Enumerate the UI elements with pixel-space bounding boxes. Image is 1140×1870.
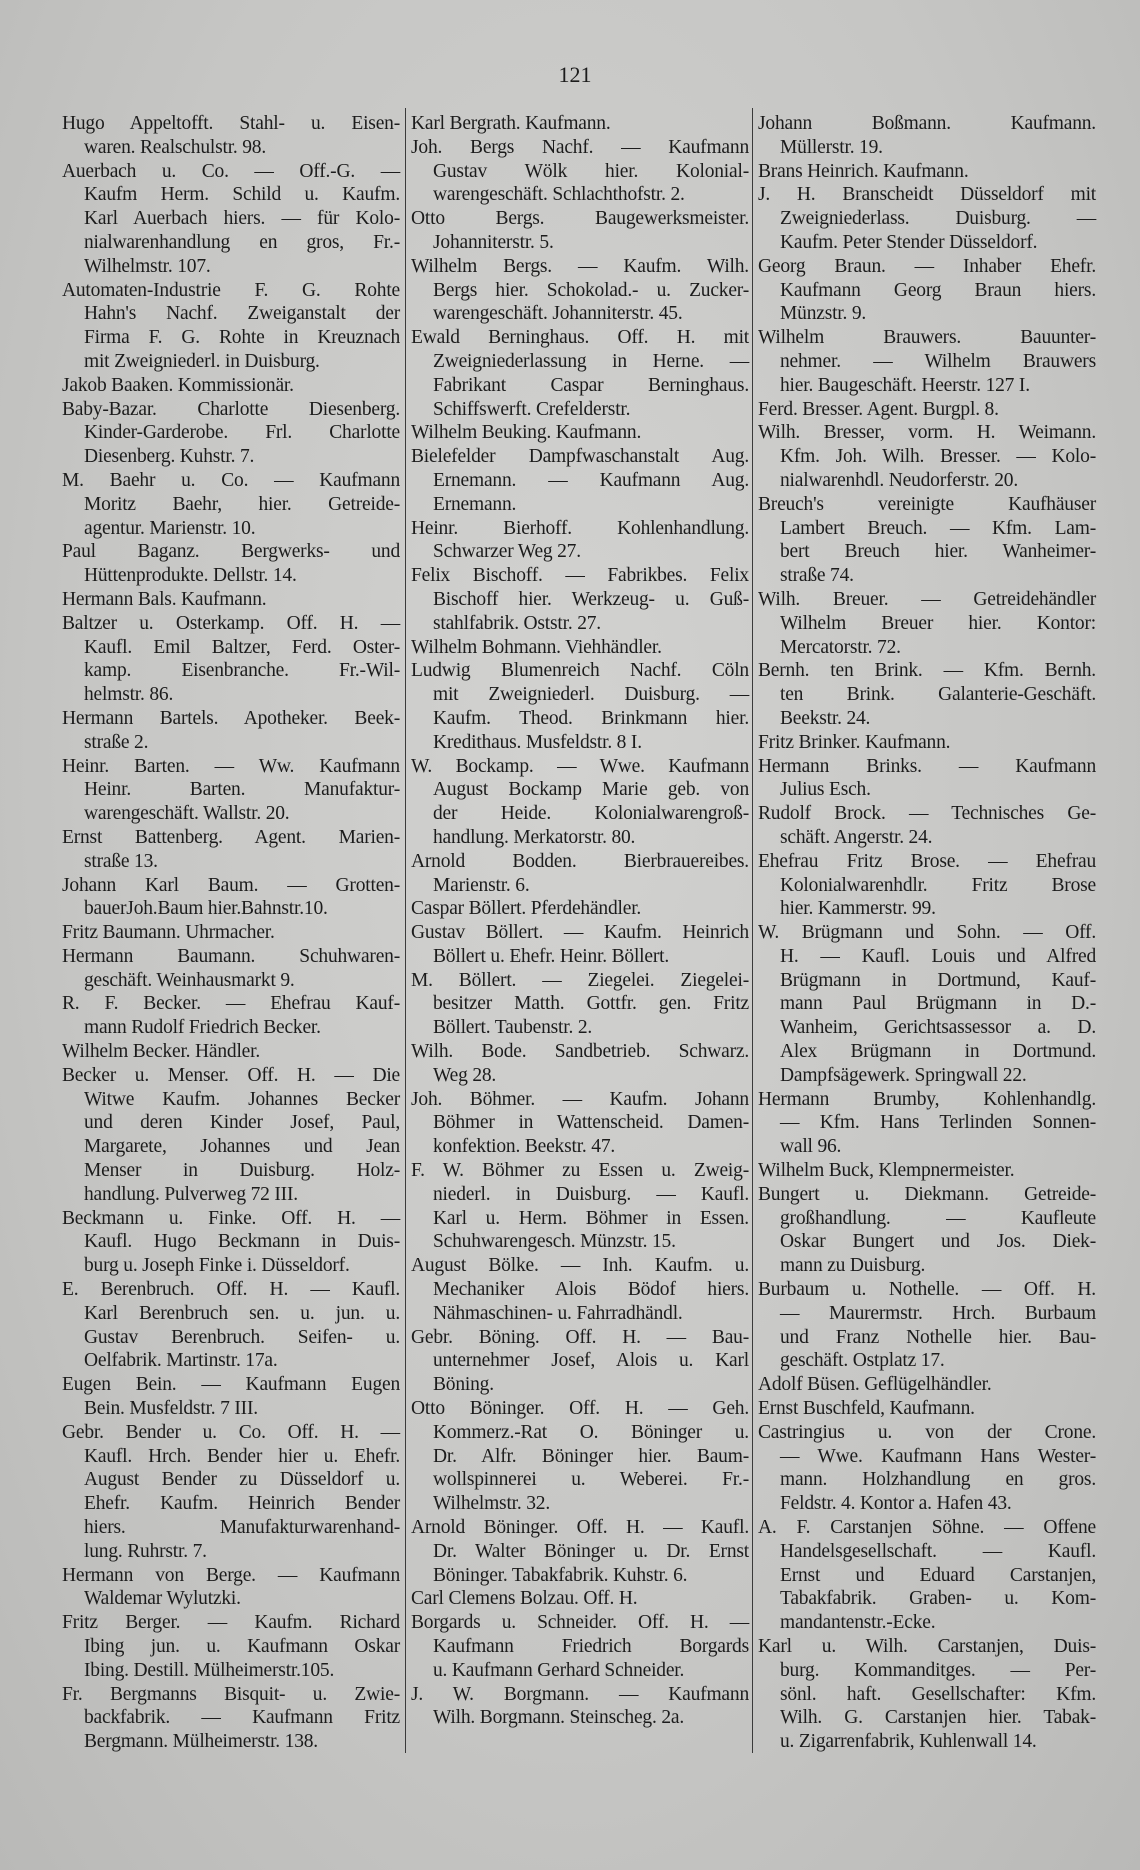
entry-continuation-line: — Kfm. Hans Terlinden Sonnen- bbox=[780, 1112, 1096, 1134]
entry-continuation-line: u. Zigarrenfabrik, Kuhlenwall 14. bbox=[780, 1731, 1037, 1753]
directory-entry bbox=[411, 421, 749, 445]
entry-continuation-line: handlung. Pulverweg 72 III. bbox=[84, 1183, 298, 1205]
directory-entry bbox=[411, 897, 749, 921]
page-number: 121 bbox=[558, 62, 592, 87]
entry-continuation-line: und deren Kinder Josef, Paul, bbox=[84, 1112, 400, 1134]
entry-first-line: Gebr. Bender u. Co. Off. H. — bbox=[62, 1421, 400, 1443]
entry-first-line: Fritz Brinker. Kaufmann. bbox=[758, 731, 951, 753]
entry-first-line: August Bölke. — Inh. Kaufm. u. bbox=[411, 1255, 749, 1277]
entry-first-line: Burbaum u. Nothelle. — Off. H. bbox=[758, 1279, 1096, 1301]
directory-entry bbox=[62, 992, 400, 1040]
entry-first-line: Fr. Bergmanns Bisquit- u. Zwie- bbox=[62, 1683, 400, 1705]
entry-first-line: J. H. Branscheidt Düsseldorf mit bbox=[758, 184, 1096, 206]
entry-first-line: Georg Braun. — Inhaber Ehefr. bbox=[758, 255, 1096, 277]
entry-first-line: Wilh. Breuer. — Getreidehändler bbox=[758, 588, 1096, 610]
entry-continuation-line: Karl Auerbach hiers. — für Kolo- bbox=[84, 208, 400, 230]
directory-entry bbox=[758, 112, 1096, 160]
directory-entry bbox=[411, 1326, 749, 1397]
entry-continuation-line: Kaufl. Emil Baltzer, Ferd. Oster- bbox=[84, 636, 400, 658]
entry-continuation-line: warengeschäft. Johanniterstr. 45. bbox=[433, 303, 683, 325]
entry-continuation-line: Schuhwarengesch. Münzstr. 15. bbox=[433, 1231, 676, 1253]
directory-entry bbox=[411, 1683, 749, 1731]
directory-entry bbox=[62, 1564, 400, 1612]
entry-continuation-line: Kredithaus. Musfeldstr. 8 I. bbox=[433, 731, 642, 753]
entry-continuation-line: Oskar Bungert und Jos. Diek- bbox=[780, 1231, 1096, 1253]
directory-entry bbox=[758, 1088, 1096, 1159]
directory-entry bbox=[62, 826, 400, 874]
entry-continuation-line: Kolonialwarenhdlr. Fritz Brose bbox=[780, 874, 1096, 896]
entry-continuation-line: Bergmann. Mülheimerstr. 138. bbox=[84, 1731, 318, 1753]
entry-continuation-line: mit Zweigniederl. in Duisburg. bbox=[84, 350, 320, 372]
entry-first-line: Wilhelm Brauwers. Bauunter- bbox=[758, 327, 1096, 349]
entry-continuation-line: straße 74. bbox=[780, 565, 854, 587]
entry-continuation-line: u. Kaufmann Gerhard Schneider. bbox=[433, 1659, 685, 1681]
entry-first-line: Adolf Büsen. Geflügelhändler. bbox=[758, 1374, 992, 1396]
directory-entry bbox=[411, 1088, 749, 1159]
entry-continuation-line: mann zu Duisburg. bbox=[780, 1255, 926, 1277]
entry-continuation-line: warengeschäft. Wallstr. 20. bbox=[84, 803, 290, 825]
directory-entry bbox=[62, 1421, 400, 1564]
entry-continuation-line: Ernst und Eduard Carstanjen, bbox=[780, 1564, 1096, 1586]
entry-continuation-line: nialwarenhandlung en gros, Fr.- bbox=[84, 231, 400, 253]
entry-continuation-line: Julius Esch. bbox=[780, 779, 871, 801]
entry-continuation-line: Hüttenprodukte. Dellstr. 14. bbox=[84, 565, 297, 587]
entry-continuation-line: mann Paul Brügmann in D.- bbox=[780, 993, 1096, 1015]
directory-entry bbox=[411, 445, 749, 516]
entry-continuation-line: Böhmer in Wattenscheid. Damen- bbox=[433, 1112, 749, 1134]
entry-continuation-line: Kaufm. Peter Stender Düsseldorf. bbox=[780, 231, 1038, 253]
directory-entry bbox=[62, 1064, 400, 1207]
entry-continuation-line: Kaufl. Hugo Beckmann in Duis- bbox=[84, 1231, 400, 1253]
entry-first-line: Baltzer u. Osterkamp. Off. H. — bbox=[62, 612, 400, 634]
entry-continuation-line: Handelsgesellschaft. — Kaufl. bbox=[780, 1540, 1096, 1562]
entry-first-line: J. W. Borgmann. — Kaufmann bbox=[411, 1683, 749, 1705]
directory-entry bbox=[758, 255, 1096, 326]
directory-entry bbox=[758, 755, 1096, 803]
directory-entry bbox=[62, 1683, 400, 1754]
entry-continuation-line: mit Zweigniederl. Duisburg. — bbox=[433, 684, 749, 706]
entry-first-line: Rudolf Brock. — Technisches Ge- bbox=[758, 803, 1096, 825]
directory-entry bbox=[758, 850, 1096, 921]
entry-continuation-line: sönl. haft. Gesellschafter: Kfm. bbox=[780, 1683, 1096, 1705]
entry-first-line: R. F. Becker. — Ehefrau Kauf- bbox=[62, 993, 400, 1015]
directory-entry bbox=[411, 326, 749, 421]
entry-first-line: Ferd. Bresser. Agent. Burgpl. 8. bbox=[758, 398, 999, 420]
entry-first-line: Joh. Böhmer. — Kaufm. Johann bbox=[411, 1088, 749, 1110]
directory-entry bbox=[62, 540, 400, 588]
entry-continuation-line: Nähmaschinen- u. Fahrradhändl. bbox=[433, 1302, 683, 1324]
entry-continuation-line: mann Rudolf Friedrich Becker. bbox=[84, 1017, 321, 1039]
entry-continuation-line: H. — Kaufl. Louis und Alfred bbox=[780, 945, 1096, 967]
entry-continuation-line: Weg 28. bbox=[433, 1064, 497, 1086]
directory-entry bbox=[411, 1254, 749, 1325]
entry-continuation-line: der Heide. Kolonialwarengroß- bbox=[433, 803, 749, 825]
entry-continuation-line: Wilh. G. Carstanjen hier. Tabak- bbox=[780, 1707, 1096, 1729]
entry-continuation-line: bert Breuch hier. Wanheimer- bbox=[780, 541, 1096, 563]
entry-continuation-line: wall 96. bbox=[780, 1136, 842, 1158]
directory-entry bbox=[62, 279, 400, 374]
entry-first-line: Baby-Bazar. Charlotte Diesenberg. bbox=[62, 398, 400, 420]
entry-first-line: Wilhelm Beuking. Kaufmann. bbox=[411, 422, 642, 444]
entry-continuation-line: Oelfabrik. Martinstr. 17a. bbox=[84, 1350, 278, 1372]
entry-continuation-line: bauerJoh.Baum hier.Bahnstr.10. bbox=[84, 898, 328, 920]
directory-entry bbox=[411, 1611, 749, 1682]
entry-continuation-line: Heinr. Barten. Manufaktur- bbox=[84, 779, 400, 801]
entry-continuation-line: Böning. bbox=[433, 1374, 494, 1396]
column-1 bbox=[62, 112, 400, 1754]
entry-continuation-line: Kaufmann Friedrich Borgards bbox=[433, 1636, 749, 1657]
entry-continuation-line: August Bender zu Düsseldorf u. bbox=[84, 1469, 400, 1491]
entry-first-line: Hermann von Berge. — Kaufmann bbox=[62, 1564, 400, 1586]
entry-first-line: Wilh. Bresser, vorm. H. Weimann. bbox=[758, 422, 1096, 444]
entry-first-line: Paul Baganz. Bergwerks- und bbox=[62, 541, 400, 563]
entry-first-line: Automaten-Industrie F. G. Rohte bbox=[62, 279, 400, 301]
directory-entry bbox=[62, 398, 400, 469]
directory-entry bbox=[411, 517, 749, 565]
entry-first-line: Ludwig Blumenreich Nachf. Cöln bbox=[411, 660, 749, 682]
entry-first-line: Castringius u. von der Crone. bbox=[758, 1421, 1096, 1443]
directory-entry bbox=[758, 659, 1096, 730]
directory-entry bbox=[62, 1373, 400, 1421]
entry-continuation-line: Gustav Berenbruch. Seifen- u. bbox=[84, 1326, 400, 1348]
entry-continuation-line: Dampfsägewerk. Springwall 22. bbox=[780, 1064, 1027, 1086]
entry-continuation-line: Feldstr. 4. Kontor a. Hafen 43. bbox=[780, 1493, 1012, 1515]
entry-first-line: Hermann Baumann. Schuhwaren- bbox=[62, 945, 400, 967]
entry-continuation-line: waren. Realschulstr. 98. bbox=[84, 136, 267, 158]
directory-entry bbox=[758, 1421, 1096, 1516]
entry-continuation-line: Müllerstr. 19. bbox=[780, 136, 883, 158]
entry-continuation-line: Wilhelmstr. 107. bbox=[84, 255, 211, 277]
entry-continuation-line: Witwe Kaufm. Johannes Becker bbox=[84, 1088, 400, 1110]
directory-entry bbox=[62, 1040, 400, 1064]
entry-first-line: Felix Bischoff. — Fabrikbes. Felix bbox=[411, 565, 749, 587]
entry-continuation-line: straße 2. bbox=[84, 731, 149, 753]
directory-entry bbox=[62, 755, 400, 826]
entry-continuation-line: stahlfabrik. Oststr. 27. bbox=[433, 612, 601, 634]
directory-entry bbox=[411, 564, 749, 635]
directory-entry bbox=[411, 1587, 749, 1611]
entry-continuation-line: niederl. in Duisburg. — Kaufl. bbox=[433, 1183, 749, 1205]
entry-continuation-line: — Wwe. Kaufmann Hans Wester- bbox=[780, 1445, 1096, 1467]
entry-continuation-line: burg. Kommanditges. — Per- bbox=[780, 1659, 1096, 1681]
entry-first-line: Becker u. Menser. Off. H. — Die bbox=[62, 1064, 400, 1086]
entry-first-line: Wilhelm Buck, Klempnermeister. bbox=[758, 1160, 1015, 1182]
entry-continuation-line: Schiffswerft. Crefelderstr. bbox=[433, 398, 631, 420]
entry-continuation-line: Böllert u. Ehefr. Heinr. Böllert. bbox=[433, 945, 670, 967]
entry-first-line: Arnold Böninger. Off. H. — Kaufl. bbox=[411, 1517, 749, 1539]
directory-entry bbox=[62, 612, 400, 707]
entry-continuation-line: ten Brink. Galanterie-Geschäft. bbox=[780, 684, 1096, 706]
entry-continuation-line: Kfm. Joh. Wilh. Bresser. — Kolo- bbox=[780, 446, 1096, 468]
entry-first-line: Arnold Bodden. Bierbrauereibes. bbox=[411, 850, 749, 872]
directory-entry bbox=[758, 1159, 1096, 1183]
entry-continuation-line: wollspinnerei u. Weberei. Fr.- bbox=[433, 1469, 749, 1491]
directory-entry bbox=[62, 588, 400, 612]
entry-first-line: Heinr. Bierhoff. Kohlenhandlung. bbox=[411, 517, 749, 539]
entry-continuation-line: Hahn's Nachf. Zweiganstalt der bbox=[84, 303, 400, 325]
directory-entry bbox=[758, 1516, 1096, 1635]
directory-entry bbox=[411, 659, 749, 754]
entry-first-line: F. W. Böhmer zu Essen u. Zweig- bbox=[411, 1160, 749, 1182]
directory-entry bbox=[62, 112, 400, 160]
entry-continuation-line: nialwarenhdl. Neudorferstr. 20. bbox=[780, 469, 1019, 491]
entry-continuation-line: hiers. Manufakturwarenhand- bbox=[84, 1517, 400, 1539]
entry-first-line: Karl Bergrath. Kaufmann. bbox=[411, 113, 611, 134]
entry-continuation-line: Kaufl. Hrch. Bender hier u. Ehefr. bbox=[84, 1445, 400, 1467]
entry-first-line: Ewald Berninghaus. Off. H. mit bbox=[411, 327, 749, 349]
entry-first-line: Auerbach u. Co. — Off.-G. — bbox=[62, 160, 400, 182]
entry-first-line: Ernst Battenberg. Agent. Marien- bbox=[62, 826, 400, 848]
entry-continuation-line: Ehefr. Kaufm. Heinrich Bender bbox=[84, 1493, 400, 1515]
directory-entry bbox=[62, 1207, 400, 1278]
directory-entry bbox=[758, 1183, 1096, 1278]
entry-continuation-line: Mechaniker Alois Bödof hiers. bbox=[433, 1279, 749, 1301]
entry-continuation-line: unternehmer Josef, Alois u. Karl bbox=[433, 1350, 749, 1372]
column-3 bbox=[758, 112, 1096, 1754]
entry-continuation-line: besitzer Matth. Gottfr. gen. Fritz bbox=[433, 993, 749, 1015]
entry-first-line: Gebr. Böning. Off. H. — Bau- bbox=[411, 1326, 749, 1348]
entry-first-line: Otto Bergs. Baugewerksmeister. bbox=[411, 208, 749, 230]
entry-continuation-line: Brügmann in Dortmund, Kauf- bbox=[780, 969, 1096, 991]
entry-continuation-line: Wilhelmstr. 32. bbox=[433, 1493, 550, 1515]
entry-continuation-line: helmstr. 86. bbox=[84, 684, 174, 706]
entry-first-line: Wilhelm Bergs. — Kaufm. Wilh. bbox=[411, 255, 749, 277]
entry-continuation-line: Firma F. G. Rohte in Kreuznach bbox=[84, 327, 400, 349]
entry-continuation-line: Fabrikant Caspar Berninghaus. bbox=[433, 374, 749, 396]
entry-continuation-line: warengeschäft. Schlachthofstr. 2. bbox=[433, 184, 685, 206]
directory-entry bbox=[411, 136, 749, 207]
entry-first-line: Fritz Berger. — Kaufm. Richard bbox=[62, 1612, 400, 1634]
entry-continuation-line: Kommerz.-Rat O. Böninger u. bbox=[433, 1421, 749, 1443]
directory-entry bbox=[62, 874, 400, 922]
directory-entry bbox=[758, 326, 1096, 397]
directory-entry bbox=[758, 802, 1096, 850]
entry-continuation-line: lung. Ruhrstr. 7. bbox=[84, 1540, 207, 1562]
entry-continuation-line: Bein. Musfeldstr. 7 III. bbox=[84, 1398, 258, 1420]
entry-first-line: E. Berenbruch. Off. H. — Kaufl. bbox=[62, 1279, 400, 1301]
entry-continuation-line: Bischoff hier. Werkzeug- u. Guß- bbox=[433, 588, 749, 610]
directory-entry bbox=[411, 1040, 749, 1088]
entry-continuation-line: Diesenberg. Kuhstr. 7. bbox=[84, 446, 255, 468]
entry-first-line: Karl u. Wilh. Carstanjen, Duis- bbox=[758, 1636, 1096, 1657]
entry-first-line: A. F. Carstanjen Söhne. — Offene bbox=[758, 1517, 1096, 1539]
entry-first-line: Hermann Bartels. Apotheker. Beek- bbox=[62, 707, 400, 729]
directory-entry bbox=[62, 1278, 400, 1373]
directory-entry bbox=[62, 160, 400, 279]
entry-first-line: Fritz Baumann. Uhrmacher. bbox=[62, 922, 275, 944]
directory-entry bbox=[411, 921, 749, 969]
entry-continuation-line: Mercatorstr. 72. bbox=[780, 636, 901, 658]
entry-continuation-line: Bergs hier. Schokolad.- u. Zucker- bbox=[433, 279, 749, 301]
entry-continuation-line: August Bockamp Marie geb. von bbox=[433, 779, 749, 801]
directory-entry bbox=[758, 588, 1096, 659]
entry-continuation-line: Kinder-Garderobe. Frl. Charlotte bbox=[84, 422, 400, 444]
entry-first-line: M. Baehr u. Co. — Kaufmann bbox=[62, 469, 400, 491]
directory-entry bbox=[62, 1611, 400, 1682]
entry-continuation-line: Kaufm. Theod. Brinkmann hier. bbox=[433, 707, 749, 729]
entry-first-line: Breuch's vereinigte Kaufhäuser bbox=[758, 493, 1096, 515]
entry-first-line: Joh. Bergs Nachf. — Kaufmann bbox=[411, 136, 749, 158]
directory-entry bbox=[758, 160, 1096, 184]
entry-continuation-line: Moritz Baehr, hier. Getreide- bbox=[84, 493, 400, 515]
entry-continuation-line: Waldemar Wylutzki. bbox=[84, 1588, 241, 1610]
directory-entry bbox=[758, 493, 1096, 588]
entry-continuation-line: Menser in Duisburg. Holz- bbox=[84, 1160, 400, 1182]
entry-first-line: Borgards u. Schneider. Off. H. — bbox=[411, 1612, 749, 1634]
entry-first-line: Wilhelm Becker. Händler. bbox=[62, 1041, 261, 1063]
directory-entry bbox=[62, 707, 400, 755]
entry-continuation-line: Beekstr. 24. bbox=[780, 707, 871, 729]
entry-continuation-line: Wilh. Borgmann. Steinscheg. 2a. bbox=[433, 1707, 684, 1729]
entry-first-line: Hermann Bals. Kaufmann. bbox=[62, 588, 267, 610]
directory-entry bbox=[62, 469, 400, 540]
entry-continuation-line: Gustav Wölk hier. Kolonial- bbox=[433, 160, 749, 182]
entry-continuation-line: Zweigniederlass. Duisburg. — bbox=[780, 208, 1096, 230]
entry-first-line: Bielefelder Dampfwaschanstalt Aug. bbox=[411, 446, 749, 468]
entry-continuation-line: burg u. Joseph Finke i. Düsseldorf. bbox=[84, 1255, 350, 1277]
entry-continuation-line: mandantenstr.-Ecke. bbox=[780, 1612, 936, 1634]
directory-entry bbox=[62, 374, 400, 398]
entry-continuation-line: Ibing. Destill. Mülheimerstr.105. bbox=[84, 1659, 335, 1681]
directory-entry bbox=[411, 112, 749, 136]
entry-continuation-line: backfabrik. — Kaufmann Fritz bbox=[84, 1707, 400, 1729]
entry-first-line: Ernst Buschfeld, Kaufmann. bbox=[758, 1398, 975, 1420]
entry-continuation-line: Wanheim, Gerichtsassessor a. D. bbox=[780, 1017, 1096, 1039]
directory-entry bbox=[411, 207, 749, 255]
directory-entry bbox=[758, 1635, 1096, 1754]
entry-first-line: Ehefrau Fritz Brose. — Ehefrau bbox=[758, 850, 1096, 872]
directory-entry bbox=[758, 1278, 1096, 1373]
entry-continuation-line: Alex Brügmann in Dortmund. bbox=[780, 1041, 1096, 1063]
entry-first-line: Brans Heinrich. Kaufmann. bbox=[758, 160, 969, 182]
entry-continuation-line: Johanniterstr. 5. bbox=[433, 231, 554, 253]
entry-continuation-line: nehmer. — Wilhelm Brauwers bbox=[780, 350, 1096, 372]
directory-entry bbox=[62, 945, 400, 993]
entry-first-line: M. Böllert. — Ziegelei. Ziegelei- bbox=[411, 969, 749, 991]
entry-continuation-line: Karl Berenbruch sen. u. jun. u. bbox=[84, 1302, 400, 1324]
entry-first-line: Hermann Brinks. — Kaufmann bbox=[758, 755, 1096, 777]
directory-entry bbox=[758, 183, 1096, 254]
directory-entry bbox=[411, 636, 749, 660]
entry-continuation-line: agentur. Marienstr. 10. bbox=[84, 517, 256, 539]
entry-first-line: Eugen Bein. — Kaufmann Eugen bbox=[62, 1374, 400, 1396]
entry-continuation-line: schäft. Angerstr. 24. bbox=[780, 826, 933, 848]
entry-first-line: Hugo Appeltofft. Stahl- u. Eisen- bbox=[62, 113, 400, 134]
entry-first-line: Gustav Böllert. — Kaufm. Heinrich bbox=[411, 922, 749, 944]
entry-first-line: Wilhelm Bohmann. Viehhändler. bbox=[411, 636, 662, 658]
directory-entry bbox=[758, 1373, 1096, 1397]
column-divider bbox=[405, 108, 406, 1753]
entry-first-line: Johann Karl Baum. — Grotten- bbox=[62, 874, 400, 896]
entry-first-line: Heinr. Barten. — Ww. Kaufmann bbox=[62, 755, 400, 777]
entry-continuation-line: — Maurermstr. Hrch. Burbaum bbox=[780, 1302, 1096, 1324]
entry-continuation-line: hier. Baugeschäft. Heerstr. 127 I. bbox=[780, 374, 1030, 396]
directory-entry bbox=[411, 255, 749, 326]
directory-entry bbox=[758, 921, 1096, 1088]
entry-continuation-line: straße 13. bbox=[84, 850, 158, 872]
entry-continuation-line: konfektion. Beekstr. 47. bbox=[433, 1136, 616, 1158]
entry-continuation-line: Dr. Alfr. Böninger hier. Baum- bbox=[433, 1445, 749, 1467]
entry-continuation-line: Schwarzer Weg 27. bbox=[433, 541, 581, 563]
entry-continuation-line: Böllert. Taubenstr. 2. bbox=[433, 1017, 593, 1039]
directory-entry bbox=[411, 1516, 749, 1587]
entry-continuation-line: Böninger. Tabakfabrik. Kuhstr. 6. bbox=[433, 1564, 688, 1586]
entry-first-line: Hermann Brumby, Kohlenhandlg. bbox=[758, 1088, 1096, 1110]
directory-entry bbox=[758, 398, 1096, 422]
entry-continuation-line: und Franz Nothelle hier. Bau- bbox=[780, 1326, 1096, 1348]
entry-first-line: Wilh. Bode. Sandbetrieb. Schwarz. bbox=[411, 1041, 749, 1063]
entry-continuation-line: Lambert Breuch. — Kfm. Lam- bbox=[780, 517, 1096, 539]
directory-entry bbox=[62, 921, 400, 945]
entry-continuation-line: Ernemann. — Kaufmann Aug. bbox=[433, 469, 749, 491]
entry-first-line: Johann Boßmann. Kaufmann. bbox=[758, 113, 1096, 134]
directory-entry bbox=[411, 850, 749, 898]
entry-first-line: W. Bockamp. — Wwe. Kaufmann bbox=[411, 755, 749, 777]
entry-continuation-line: kamp. Eisenbranche. Fr.-Wil- bbox=[84, 660, 400, 682]
entry-first-line: Beckmann u. Finke. Off. H. — bbox=[62, 1207, 400, 1229]
entry-continuation-line: Tabakfabrik. Graben- u. Kom- bbox=[780, 1588, 1096, 1610]
column-2 bbox=[411, 112, 749, 1730]
entry-continuation-line: großhandlung. — Kaufleute bbox=[780, 1207, 1096, 1229]
directory-entry bbox=[758, 1397, 1096, 1421]
entry-continuation-line: Münzstr. 9. bbox=[780, 303, 867, 325]
entry-continuation-line: geschäft. Ostplatz 17. bbox=[780, 1350, 945, 1372]
entry-continuation-line: mann. Holzhandlung en gros. bbox=[780, 1469, 1096, 1491]
entry-continuation-line: Karl u. Herm. Böhmer in Essen. bbox=[433, 1207, 749, 1229]
directory-entry bbox=[411, 969, 749, 1040]
entry-continuation-line: Dr. Walter Böninger u. Dr. Ernst bbox=[433, 1540, 749, 1562]
entry-continuation-line: handlung. Merkatorstr. 80. bbox=[433, 826, 636, 848]
directory-entry bbox=[411, 1159, 749, 1254]
directory-entry bbox=[411, 1397, 749, 1516]
entry-first-line: Otto Böninger. Off. H. — Geh. bbox=[411, 1398, 749, 1420]
directory-entry bbox=[758, 731, 1096, 755]
entry-continuation-line: Margarete, Johannes und Jean bbox=[84, 1136, 400, 1158]
entry-continuation-line: Marienstr. 6. bbox=[433, 874, 530, 896]
directory-entry bbox=[411, 755, 749, 850]
entry-first-line: Bernh. ten Brink. — Kfm. Bernh. bbox=[758, 660, 1096, 682]
directory-entry bbox=[758, 421, 1096, 492]
entry-first-line: Caspar Böllert. Pferdehändler. bbox=[411, 898, 642, 920]
entry-continuation-line: geschäft. Weinhausmarkt 9. bbox=[84, 969, 295, 991]
entry-first-line: W. Brügmann und Sohn. — Off. bbox=[758, 922, 1096, 944]
column-divider bbox=[752, 108, 753, 1753]
entry-continuation-line: Zweigniederlassung in Herne. — bbox=[433, 350, 749, 372]
entry-first-line: Carl Clemens Bolzau. Off. H. bbox=[411, 1588, 638, 1610]
entry-continuation-line: Wilhelm Breuer hier. Kontor: bbox=[780, 612, 1096, 634]
entry-first-line: Jakob Baaken. Kommissionär. bbox=[62, 374, 294, 396]
entry-continuation-line: Kaufm Herm. Schild u. Kaufm. bbox=[84, 184, 400, 206]
entry-first-line: Bungert u. Diekmann. Getreide- bbox=[758, 1183, 1096, 1205]
entry-continuation-line: hier. Kammerstr. 99. bbox=[780, 898, 936, 920]
entry-continuation-line: Ernemann. bbox=[433, 493, 517, 515]
entry-continuation-line: Kaufmann Georg Braun hiers. bbox=[780, 279, 1096, 301]
entry-continuation-line: Ibing jun. u. Kaufmann Oskar bbox=[84, 1636, 400, 1657]
